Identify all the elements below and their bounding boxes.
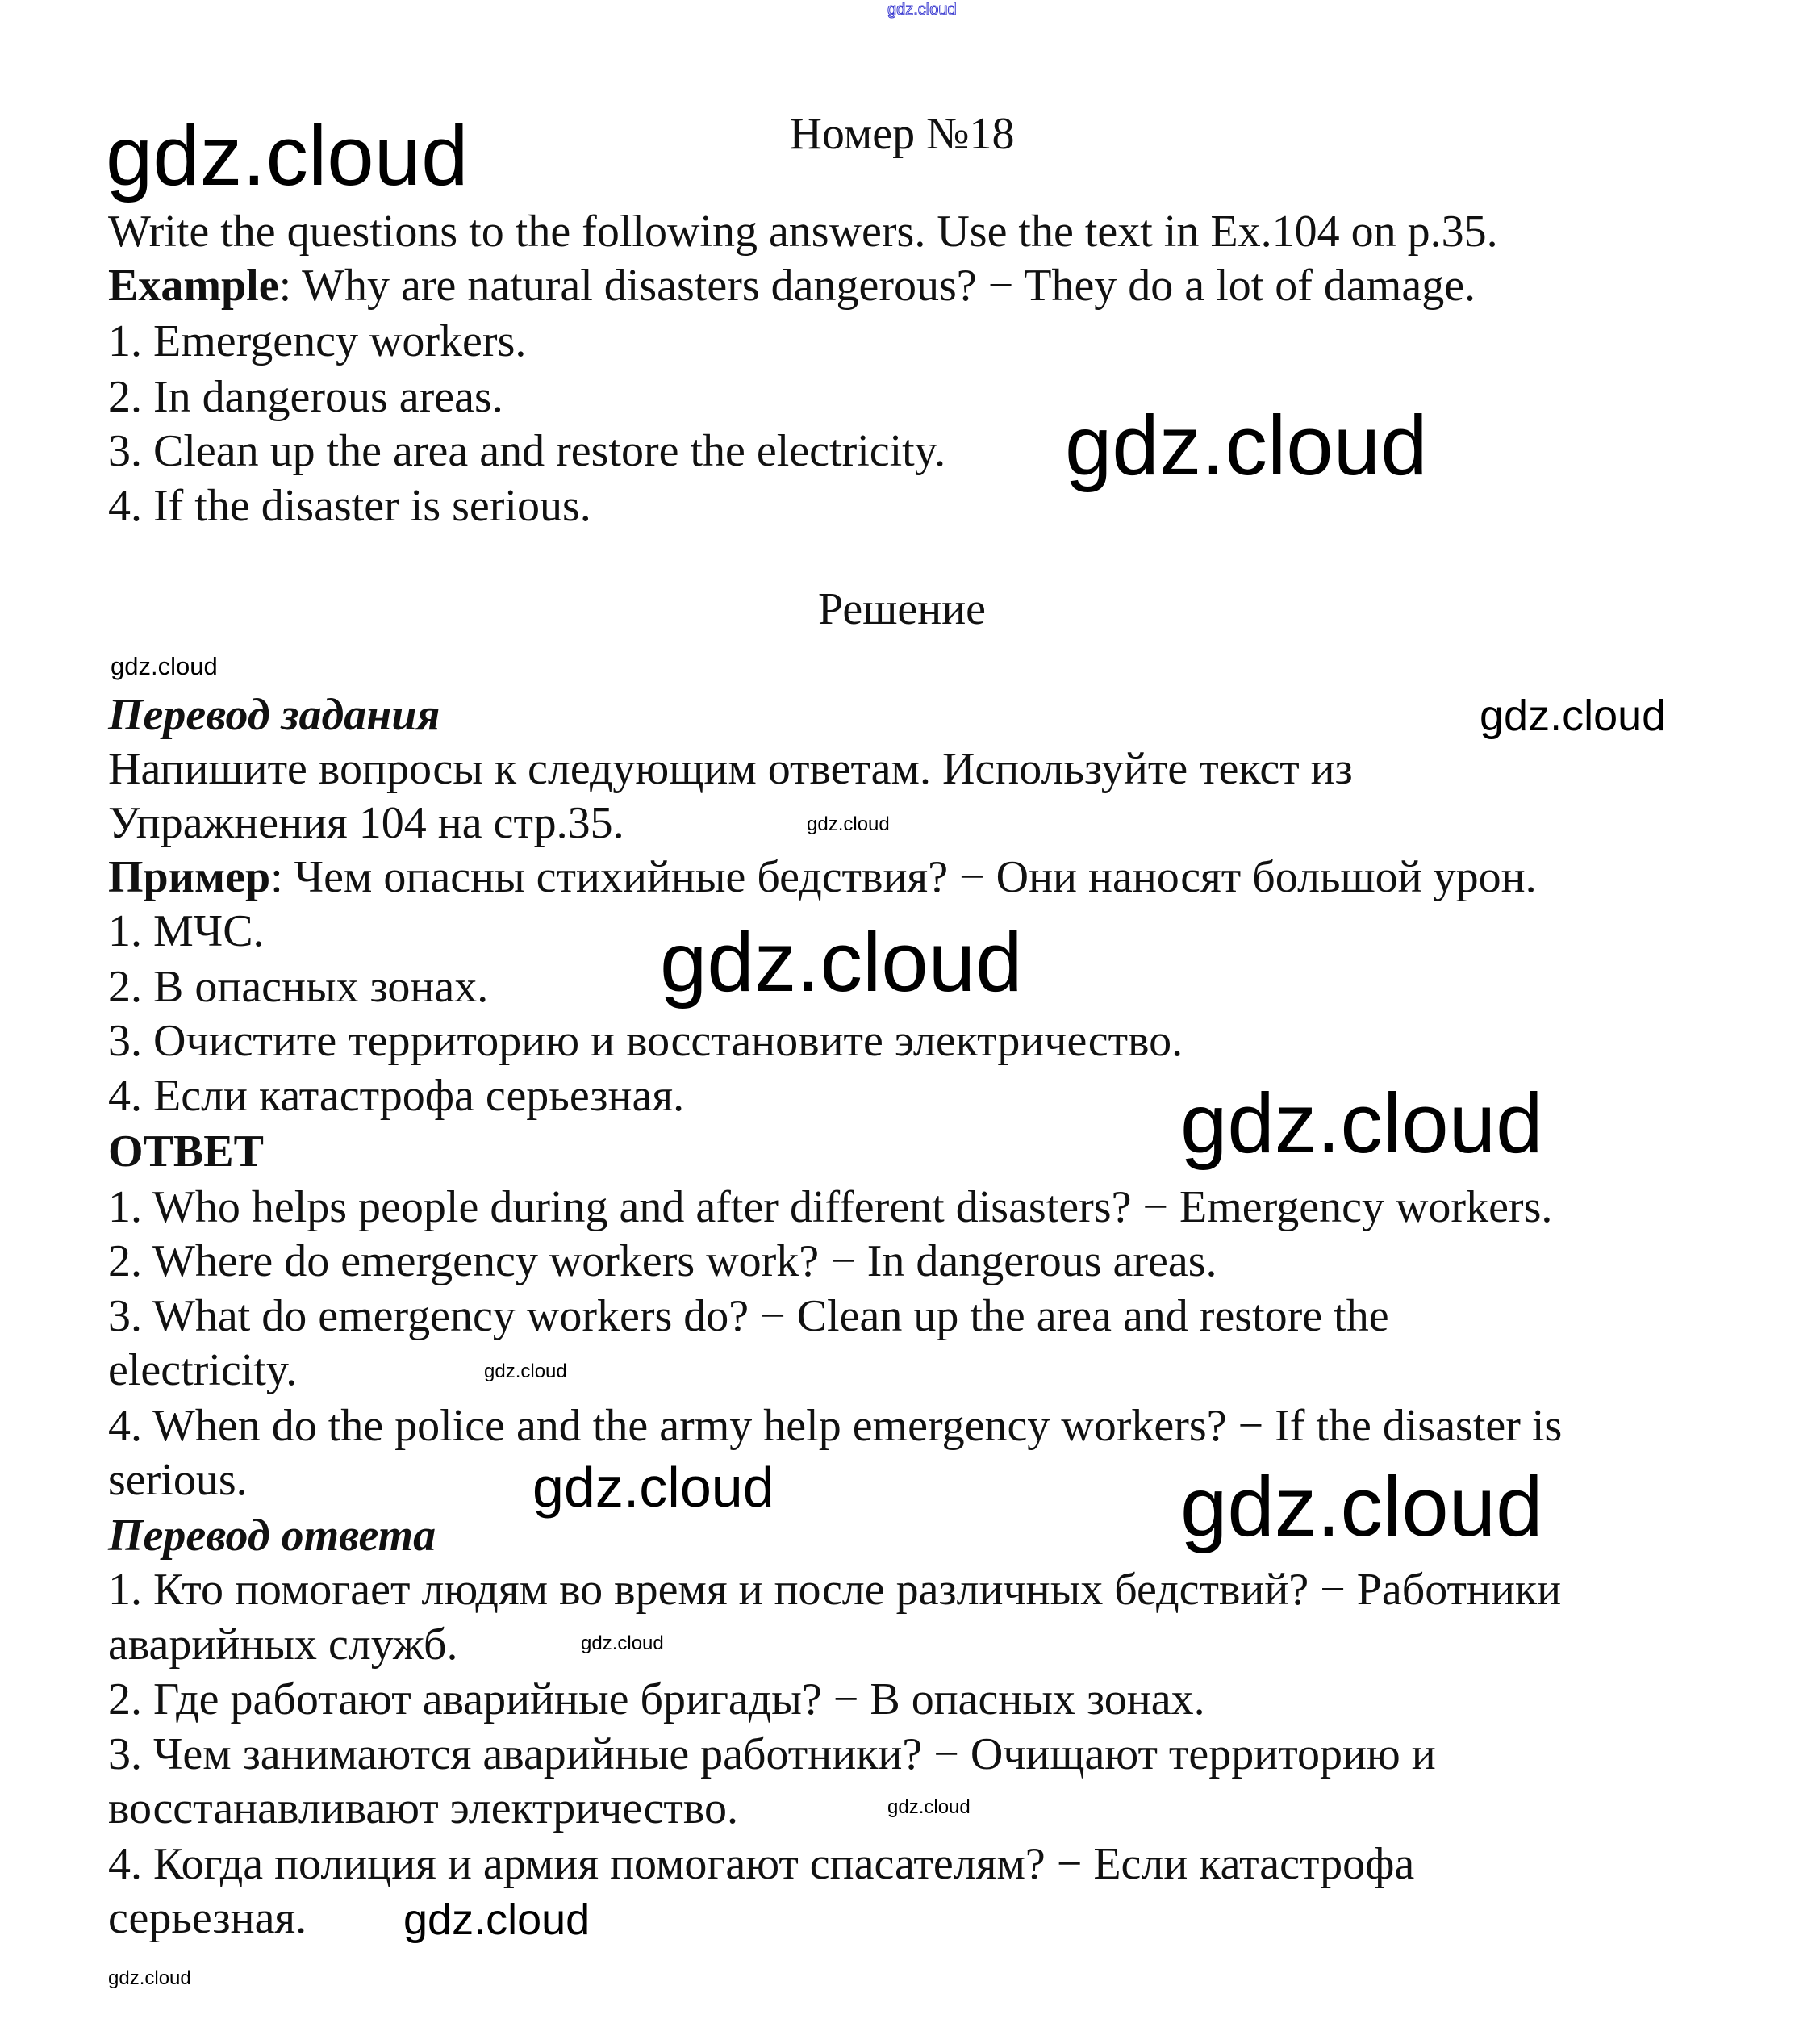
watermark: gdz.cloud	[111, 652, 218, 680]
answer-translation-line: серьезная.	[108, 1893, 307, 1943]
answer-translation-line: 1. Кто помогает людям во время и после различных бедствий? − Работники	[108, 1565, 1562, 1615]
answer-translation-line: 4. Когда полиция и армия помогают спасателям? − Если катастрофа	[108, 1839, 1415, 1889]
watermark: gdz.cloud	[660, 915, 1023, 1009]
task-instruction: Write the questions to the following answers. Use the text in Ex.104 on p.35.	[108, 207, 1498, 257]
task-item: 4. If the disaster is serious.	[108, 481, 591, 531]
task-translation-line: Упражнения 104 на стр.35.	[108, 798, 624, 848]
task-translation-item: 3. Очистите территорию и восстановите электричество.	[108, 1016, 1183, 1066]
answer-translation-line: аварийных служб.	[108, 1620, 458, 1670]
watermark: gdz.cloud	[887, 1, 957, 19]
example-text: : Why are natural disasters dangerous? − They do a lot of damage.	[278, 261, 1476, 311]
watermark: gdz.cloud	[108, 1967, 191, 1989]
answer-translation-line: 3. Чем занимаются аварийные работники? − Очищают территорию и	[108, 1729, 1436, 1779]
task-translation-heading: Перевод задания	[108, 690, 440, 740]
task-translation-item: 4. Если катастрофа серьезная.	[108, 1071, 685, 1121]
watermark: gdz.cloud	[887, 1796, 971, 1818]
solution-heading: Решение	[817, 584, 987, 634]
answer-translation-line: восстанавливают электричество.	[108, 1783, 738, 1833]
watermark: gdz.cloud	[1065, 399, 1428, 493]
task-translation-item: 2. В опасных зонах.	[108, 962, 489, 1012]
task-example	[108, 260, 1476, 311]
watermark: gdz.cloud	[532, 1456, 774, 1519]
task-translation-item: 1. МЧС.	[108, 906, 265, 956]
answer-translation-line: 2. Где работают аварийные бригады? − В опасных зонах.	[108, 1674, 1205, 1724]
task-item: 2. In dangerous areas.	[108, 372, 503, 422]
answer-line: 2. Where do emergency workers work? − In dangerous areas.	[108, 1236, 1217, 1286]
example-label: Пример	[108, 852, 271, 902]
answer-line: electricity.	[108, 1345, 298, 1395]
answer-line: 3. What do emergency workers do? − Clean up the area and restore the	[108, 1291, 1389, 1341]
task-item: 3. Clean up the area and restore the electricity.	[108, 426, 946, 476]
watermark: gdz.cloud	[484, 1361, 567, 1382]
watermark: gdz.cloud	[1480, 692, 1667, 740]
page-title: Номер №18	[789, 109, 1015, 159]
task-item: 1. Emergency workers.	[108, 316, 527, 366]
answer-line: 4. When do the police and the army help emergency workers? − If the disaster is	[108, 1401, 1563, 1451]
example-text: : Чем опасны стихийные бедствия? − Они наносят большой урон.	[270, 852, 1537, 902]
task-translation-example	[108, 851, 1537, 903]
task-translation-line: Напишите вопросы к следующим ответам. Используйте текст из	[108, 744, 1353, 794]
watermark: gdz.cloud	[1180, 1460, 1543, 1554]
answer-translation-heading: Перевод ответа	[108, 1511, 436, 1561]
watermark: gdz.cloud	[403, 1896, 591, 1944]
example-label: Example	[108, 261, 279, 311]
answer-line: 1. Who helps people during and after different disasters? − Emergency workers.	[108, 1182, 1553, 1232]
answer-line: serious.	[108, 1455, 248, 1505]
watermark: gdz.cloud	[581, 1632, 664, 1654]
watermark: gdz.cloud	[807, 813, 890, 835]
watermark: gdz.cloud	[1180, 1076, 1543, 1171]
watermark: gdz.cloud	[106, 109, 469, 203]
answer-heading: ОТВЕТ	[108, 1126, 264, 1177]
